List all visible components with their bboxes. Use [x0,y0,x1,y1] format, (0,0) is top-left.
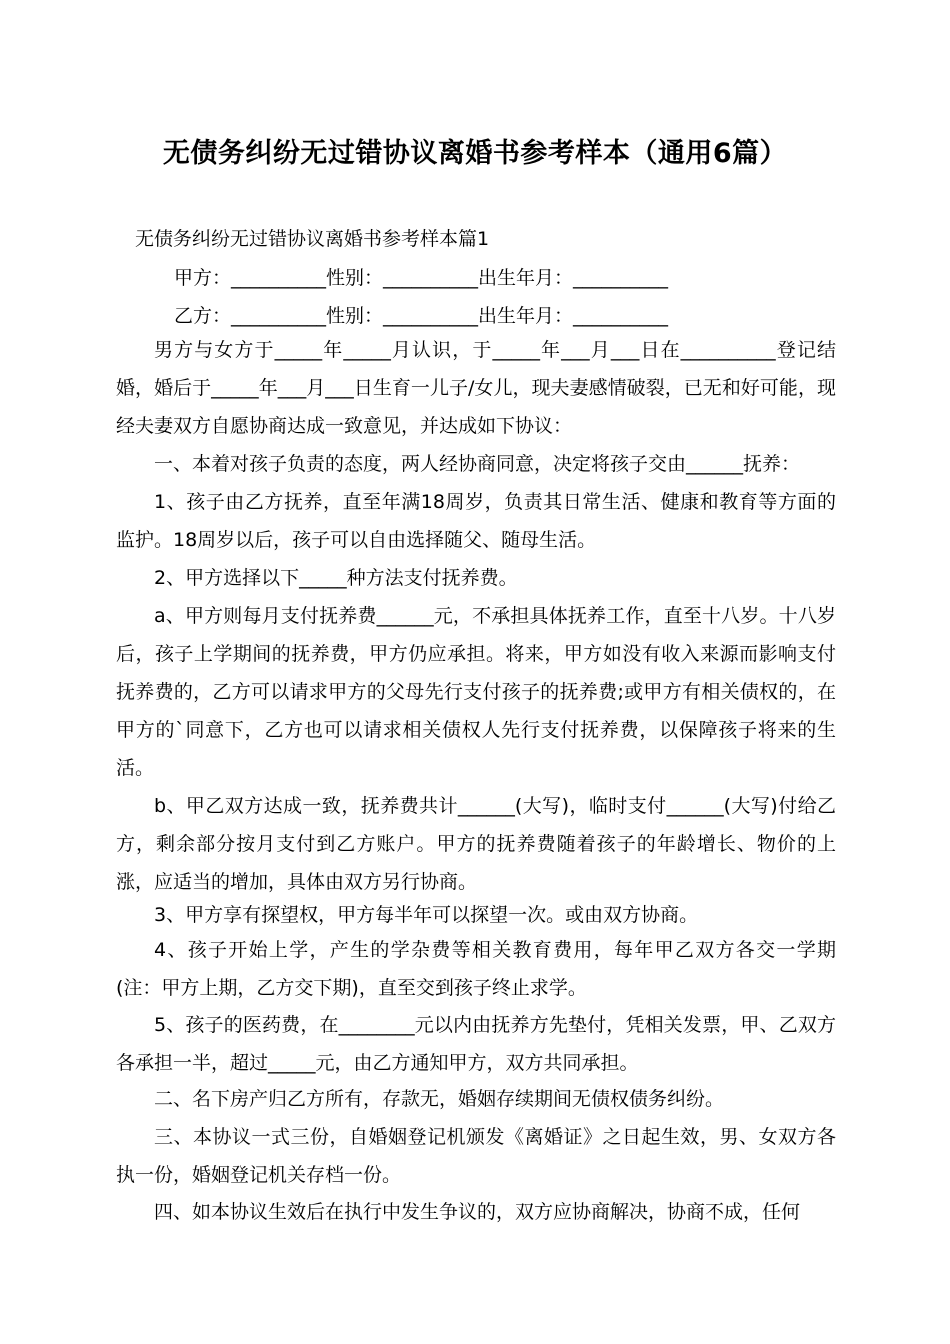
document-title: 无债务纠纷无过错协议离婚书参考样本（通用6篇） [162,138,788,169]
clause-one-item-3: 3、甲方享有探望权，甲方每半年可以探望一次。或由双方协商。 [154,904,699,926]
clause-one: 一、本着对孩子负责的态度，两人经协商同意，决定将孩子交由______抚养： [154,453,801,475]
party-a-line: 甲方：__________性别：__________出生年月：__________ [174,267,669,289]
option-a-paragraph: a、甲方则每月支付抚养费______元，不承担具体抚养工作，直至十八岁。十八岁后，孩子上学期间的抚养费，甲方仍应承担。将来，甲方如没有收入来源而影响支付抚养费的，乙方可以请求甲方的父母先行支付孩子的抚养费;或甲方有相关债权的，在甲方的`同意下，乙方也可以请求相关债权人先行支付抚养费，以保障孩子将来的生活。 [116,605,836,779]
clause-one-item-4: 4、孩子开始上学，产生的学杂费等相关教育费用，每年甲乙双方各交一学期(注：甲方上期，乙方交下期)，直至交到孩子终止求学。 [116,939,836,999]
clause-three: 三、本协议一式三份，自婚姻登记机颁发《离婚证》之日起生效，男、女双方各执一份，婚姻登记机关存档一份。 [116,1126,836,1186]
section-subtitle: 无债务纠纷无过错协议离婚书参考样本篇1 [135,228,490,250]
clause-one-item-1: 1、孩子由乙方抚养，直至年满18周岁，负责其日常生活、健康和教育等方面的监护。18周岁以后，孩子可以自由选择随父、随母生活。 [116,491,836,551]
clause-two: 二、名下房产归乙方所有，存款无，婚姻存续期间无债权债务纠纷。 [154,1088,725,1110]
clause-one-item-2: 2、甲方选择以下_____种方法支付抚养费。 [154,567,518,589]
clause-one-item-5: 5、孩子的医药费，在________元以内由抚养方先垫付，凭相关发票，甲、乙双方各承担一半，超过_____元，由乙方通知甲方，双方共同承担。 [116,1014,836,1074]
clause-four: 四、如本协议生效后在执行中发生争议的，双方应协商解决，协商不成，任何 [154,1201,801,1223]
party-b-line: 乙方：__________性别：__________出生年月：__________ [174,305,669,327]
option-b-paragraph: b、甲乙双方达成一致，抚养费共计______(大写)，临时支付______(大写)付给乙方，剩余部分按月支付到乙方账户。甲方的抚养费随着孩子的年龄增长、物价的上涨，应适当的增加，具体由双方另行协商。 [116,795,836,893]
intro-paragraph: 男方与女方于_____年_____月认识，于_____年___月___日在__________登记结婚，婚后于_____年___月___日生育一儿子/女儿，现夫妻感情破裂，已无和好可能，现经夫妻双方自愿协商达成一致意见，并达成如下协议： [116,339,836,437]
